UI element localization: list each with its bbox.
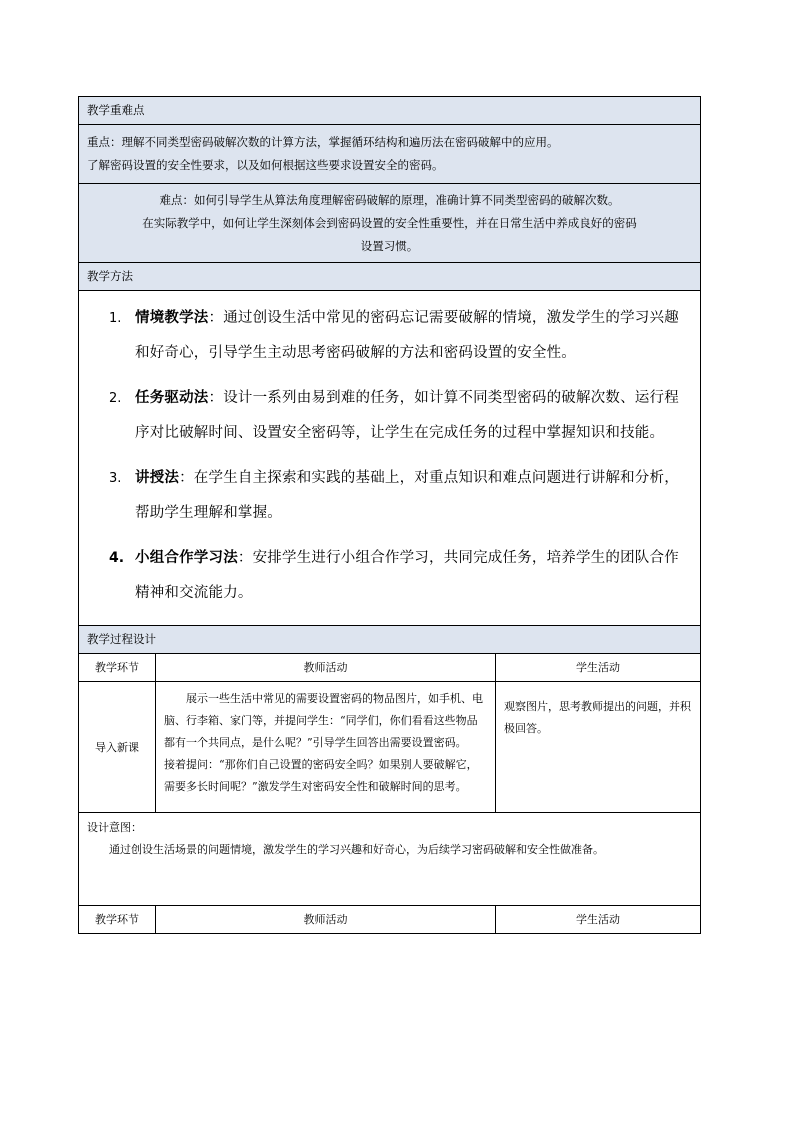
student-activity-intro: 观察图片，思考教师提出的问题，并积极回答。 (496, 682, 701, 813)
design-intent-label: 设计意图： (87, 821, 142, 834)
process-heading: 教学过程设计 (79, 626, 701, 654)
difficult-points-line-1: 难点：如何引导学生从算法角度理解密码破解的原理，准确计算不同类型密码的破解次数。 (159, 193, 620, 207)
column-header-student-2: 学生活动 (496, 906, 701, 934)
design-intent-cell (79, 813, 701, 906)
difficult-points-line-3: 设置习惯。 (360, 239, 419, 253)
teacher-activity-paragraph-1: 展示一些生活中常见的需要设置密码的物品图片，如手机、电脑、行李箱、家门等，并提问学生：“同学们，你们看看这些物品都有一个共同点，是什么呢？”引导学生回答出需要设置密码。 (164, 692, 483, 749)
key-points-cell (79, 125, 701, 184)
method-number: 3. (109, 471, 122, 486)
methods-cell (79, 291, 701, 626)
methods-list (109, 301, 692, 611)
method-term: 情境教学法 (135, 310, 209, 326)
column-header-stage: 教学环节 (79, 654, 156, 682)
method-term: 任务驱动法 (135, 390, 209, 406)
column-header-stage-2: 教学环节 (79, 906, 156, 934)
method-number: 2. (109, 391, 122, 406)
difficult-points-cell (79, 184, 701, 263)
methods-heading: 教学方法 (79, 263, 701, 291)
method-number: 1. (109, 311, 122, 326)
method-text: ：设计一系列由易到难的任务，如计算不同类型密码的破解次数、运行程序对比破解时间、设置安全密码等，让学生在完成任务的过程中掌握知识和技能。 (135, 390, 679, 441)
lesson-plan-page (78, 96, 700, 934)
method-text: ：在学生自主探索和实践的基础上，对重点知识和难点问题进行讲解和分析，帮助学生理解和掌握。 (135, 470, 679, 521)
method-item (109, 541, 692, 611)
method-text: ：安排学生进行小组合作学习，共同完成任务，培养学生的团队合作精神和交流能力。 (135, 550, 679, 601)
key-points-line-1: 重点：理解不同类型密码破解次数的计算方法，掌握循环结构和遍历法在密码破解中的应用。 (87, 135, 559, 149)
method-item (109, 301, 692, 371)
teacher-activity-paragraph-2: 接着提问：“那你们自己设置的密码安全吗？如果别人要破解它，需要多长时间呢？”激发学生对密码安全性和破解时间的思考。 (164, 758, 478, 793)
method-number: 4. (109, 550, 125, 566)
difficult-points-line-2: 在实际教学中，如何让学生深刻体会到密码设置的安全性重要性，并在日常生活中养成良好的密码 (142, 216, 637, 230)
method-term: 小组合作学习法 (135, 550, 238, 566)
design-intent-text: 通过创设生活场景的问题情境，激发学生的学习兴趣和好奇心，为后续学习密码破解和安全性做准备。 (109, 843, 604, 856)
column-header-teacher: 教师活动 (156, 654, 496, 682)
method-term: 讲授法 (135, 470, 180, 486)
stage-intro: 导入新课 (79, 682, 156, 813)
method-item (109, 381, 692, 451)
method-item (109, 461, 692, 531)
key-points-line-2: 了解密码设置的安全性要求，以及如何根据这些要求设置安全的密码。 (87, 158, 444, 172)
lesson-plan-table (78, 96, 701, 934)
key-difficult-heading: 教学重难点 (79, 97, 701, 125)
column-header-teacher-2: 教师活动 (156, 906, 496, 934)
teacher-activity-intro (156, 682, 496, 813)
column-header-student: 学生活动 (496, 654, 701, 682)
method-text: ：通过创设生活中常见的密码忘记需要破解的情境，激发学生的学习兴趣和好奇心，引导学生主动思考密码破解的方法和密码设置的安全性。 (135, 310, 679, 361)
